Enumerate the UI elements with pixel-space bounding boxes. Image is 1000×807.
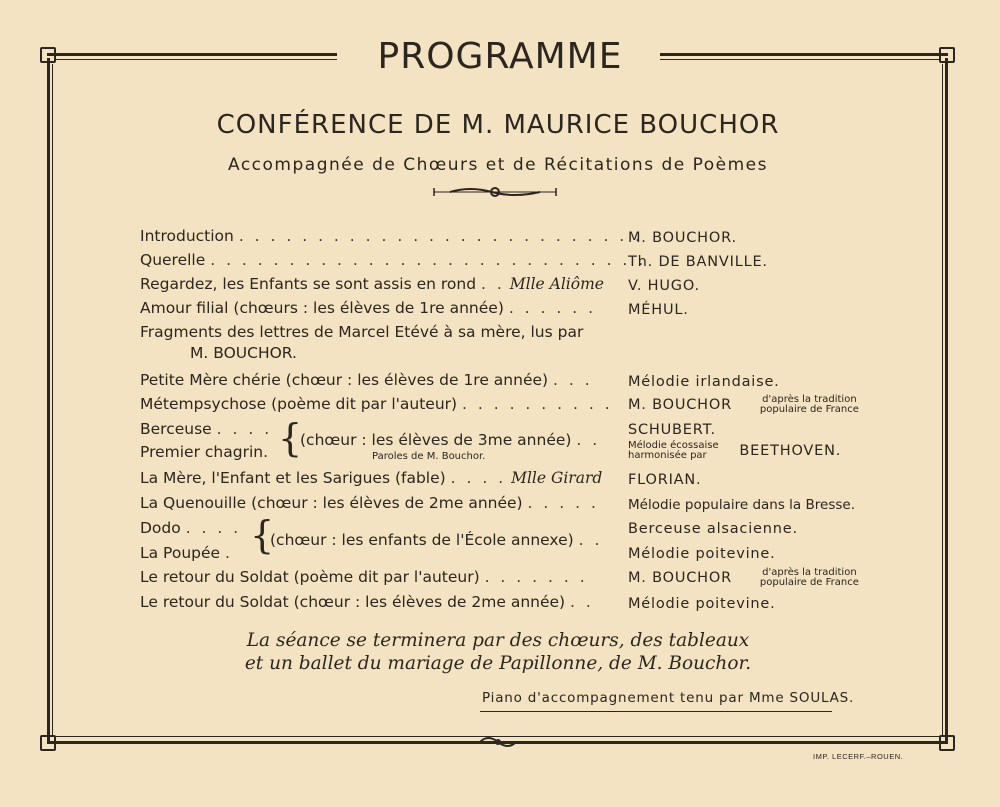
item-author: Mélodie écossaise harmonisée par BEETHOVEN. [628,440,842,461]
conference-title: CONFÉRENCE DE M. MAURICE BOUCHOR [216,110,780,140]
piano-underline [480,711,832,712]
group-note-dodo: (chœur : les enfants de l'École annexe) . . [270,531,603,549]
item-author: Th. DE BANVILLE. [628,254,768,270]
item-author: V. HUGO. [628,278,700,294]
programme-item-retour-soldat-poeme: Le retour du Soldat (poème dit par l'auteur) . . . . . . . [140,568,588,586]
programme-item-retour-soldat-choeur: Le retour du Soldat (chœur : les élèves de 2me année) . . [140,593,594,611]
conference-tagline: Accompagnée de Chœurs et de Récitations de Poèmes [228,155,768,175]
item-author: FLORIAN. [628,472,702,488]
item-author: SCHUBERT. [628,422,716,438]
programme-item-fragments-reader: M. BOUCHOR. [190,344,297,362]
flourish-ornament [430,184,560,200]
corner-ornament-bottom-left [40,735,56,751]
item-author: M. BOUCHOR d'après la tradition populaire de France [628,395,869,415]
programme-item-metempsychose: Métempsychose (poème dit par l'auteur) . . . . . . . . . . [140,395,613,413]
programme-item-dodo: Dodo . . . . [140,519,242,537]
bottom-center-ornament [478,734,518,750]
programme-item-premier-chagrin: Premier chagrin. [140,443,268,461]
piano-credit: Piano d'accompagnement tenu par Mme SOULAS. [482,690,855,706]
brace-left-berceuse: { [278,416,303,460]
item-author: Mélodie poitevine. [628,546,776,562]
item-author: M. BOUCHOR. [628,230,737,246]
group-note-berceuse: (chœur : les élèves de 3me année) . . [300,431,601,449]
printer-credit: IMP. LECERF.–ROUEN. [813,752,904,761]
item-author: M. BOUCHOR d'après la tradition populaire de France [628,568,869,588]
programme-item-introduction: Introduction . . . . . . . . . . . . . . . . . . . . . . . . . . [140,227,644,245]
author-note: d'après la tradition populaire de France [759,567,859,588]
programme-item-la-mere: La Mère, l'Enfant et les Sarigues (fable) . . . . Mlle Girard [140,469,603,487]
item-author: MÉHUL. [628,302,689,318]
closing-line-1: La séance se terminera par des chœurs, des tableaux [246,630,750,651]
group-sub-berceuse: Paroles de M. Bouchor. [372,451,486,462]
programme-item-berceuse: Berceuse . . . . [140,420,273,438]
programme-item-la-poupee: La Poupée . [140,544,233,562]
page-title: PROGRAMME [377,36,623,77]
programme-item-fragments: Fragments des lettres de Marcel Etévé à sa mère, lus par [140,323,584,341]
programme-item-regardez: Regardez, les Enfants se sont assis en rond . . Mlle Aliôme [140,275,604,293]
brace-left-dodo: { [250,513,275,557]
item-author: Mélodie populaire dans la Bresse. [628,497,855,513]
programme-item-amour-filial: Amour filial (chœurs : les élèves de 1re année) . . . . . . [140,299,597,317]
item-author: Mélodie irlandaise. [628,374,780,390]
item-author: Berceuse alsacienne. [628,521,798,537]
corner-ornament-bottom-right [939,735,955,751]
programme-item-querelle: Querelle . . . . . . . . . . . . . . . . . . . . . . . . . . . . [140,251,647,269]
programme-item-petite-mere: Petite Mère chérie (chœur : les élèves de 1re année) . . . [140,371,593,389]
item-author: Mélodie poitevine. [628,596,776,612]
author-note: d'après la tradition populaire de France [759,394,859,415]
programme-item-la-quenouille: La Quenouille (chœur : les élèves de 2me année) . . . . . [140,494,599,512]
closing-line-2: et un ballet du mariage de Papillonne, de M. Bouchor. [244,653,752,674]
